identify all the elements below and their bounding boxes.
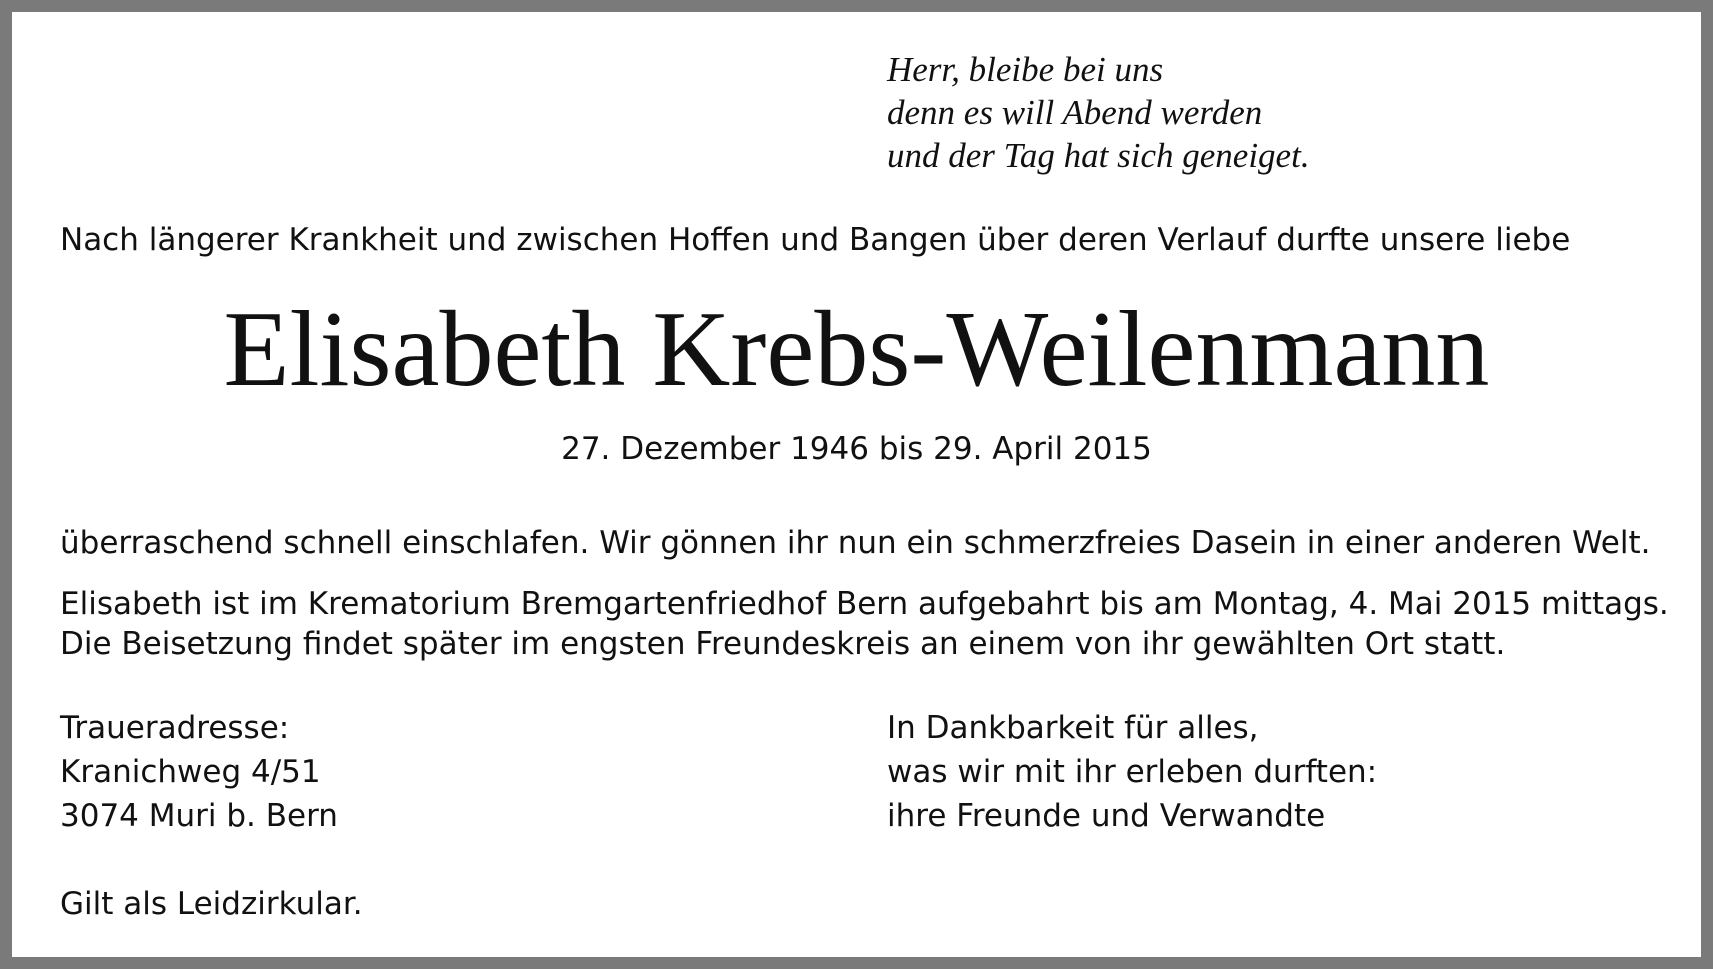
body-paragraph-3: Die Beisetzung findet später im engsten Freundeskreis an einem von ihr gewählten Ort statt.: [60, 626, 1506, 662]
motto-line-2: denn es will Abend werden: [887, 93, 1263, 132]
circular-note: Gilt als Leidzirkular.: [60, 886, 363, 922]
address-label: Traueradresse:: [60, 710, 290, 746]
motto-line-3: und der Tag hat sich geneiget.: [887, 136, 1310, 175]
motto-verse: [887, 48, 1310, 177]
thanks-line-1: In Dankbarkeit für alles,: [887, 710, 1259, 746]
thanks-signature: [887, 706, 1377, 838]
life-dates: 27. Dezember 1946 bis 29. April 2015: [561, 431, 1152, 467]
intro-text: Nach längerer Krankheit und zwischen Hoffen und Bangen über deren Verlauf durfte unsere liebe: [60, 222, 1571, 258]
obituary-notice: [12, 12, 1701, 957]
deceased-name: Elisabeth Krebs-Weilenmann: [223, 290, 1490, 409]
address-city: 3074 Muri b. Bern: [60, 798, 338, 834]
thanks-line-2: was wir mit ihr erleben durften:: [887, 754, 1378, 790]
thanks-line-3: ihre Freunde und Verwandte: [887, 798, 1326, 834]
mourning-address: [60, 706, 338, 838]
motto-line-1: Herr, bleibe bei uns: [887, 50, 1164, 89]
body-paragraph-2: Elisabeth ist im Krematorium Bremgartenfriedhof Bern aufgebahrt bis am Montag, 4. Mai 2015 mittags.: [60, 586, 1669, 622]
address-street: Kranichweg 4/51: [60, 754, 321, 790]
body-paragraph-1: überraschend schnell einschlafen. Wir gönnen ihr nun ein schmerzfreies Dasein in einer anderen Welt.: [60, 525, 1651, 561]
